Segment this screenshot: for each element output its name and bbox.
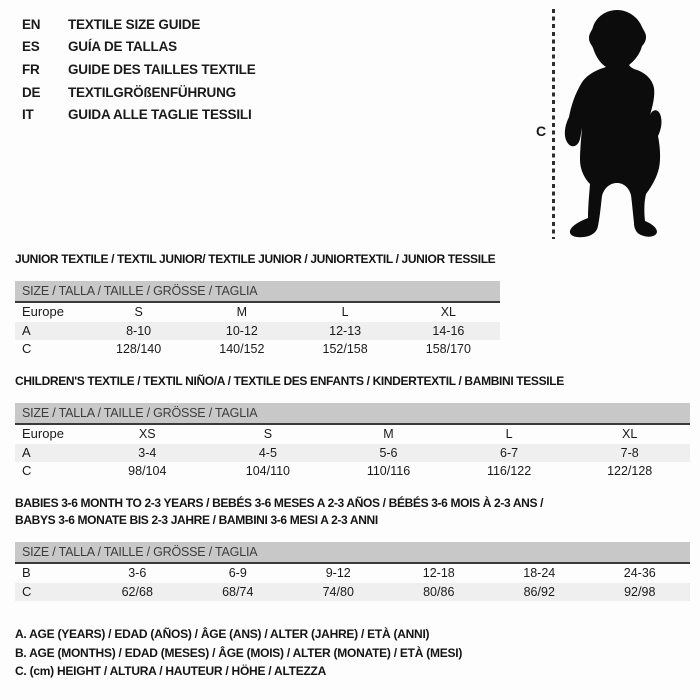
language-row-en xyxy=(22,13,256,36)
row-label: A xyxy=(22,444,31,460)
footnote-c: C. (cm) HEIGHT / ALTURA / HAUTEUR / HÖHE / ALTEZZA xyxy=(15,664,327,678)
height-cell: 98/104 xyxy=(128,464,167,478)
height-cell: 116/122 xyxy=(486,464,532,478)
height-cell: 62/68 xyxy=(121,584,153,599)
size-cell: XL xyxy=(440,305,457,319)
footnote-b: B. AGE (MONTHS) / EDAD (MESES) / ÂGE (MOIS) / ALTER (MONATE) / ETÀ (MESI) xyxy=(15,645,463,660)
table-row xyxy=(15,583,690,602)
row-label: Europe xyxy=(22,426,64,441)
height-cell: 86/92 xyxy=(523,584,555,599)
language-label: GUÍA DE TALLAS xyxy=(68,39,177,55)
babies-textile-table xyxy=(15,495,690,601)
height-cell: 80/86 xyxy=(423,584,455,599)
language-list xyxy=(22,13,256,126)
language-code: DE xyxy=(22,84,41,100)
table-row xyxy=(15,444,690,463)
size-cell: S xyxy=(134,305,143,319)
months-cell: 18-24 xyxy=(523,566,556,580)
table-row xyxy=(15,462,690,481)
height-cell: 74/80 xyxy=(322,584,354,599)
language-label: GUIDE DES TAILLES TEXTILE xyxy=(68,61,256,77)
height-cell: 128/140 xyxy=(116,342,162,356)
language-row-fr xyxy=(22,58,256,81)
height-dashed-line xyxy=(552,9,555,239)
size-cell: M xyxy=(236,305,248,319)
language-code: IT xyxy=(22,107,34,123)
language-label: TEXTILGRÖßENFÜHRUNG xyxy=(68,84,236,100)
table-row xyxy=(15,322,500,341)
height-cell: 122/128 xyxy=(607,464,653,478)
height-cell: 92/98 xyxy=(624,584,656,599)
height-cell: 158/170 xyxy=(425,342,471,356)
months-cell: 24-36 xyxy=(623,566,656,580)
table-title-line-1: BABIES 3-6 MONTH TO 2-3 YEARS / BEBÉS 3-6 MESES A 2-3 AÑOS / BÉBÉS 3-6 MOIS À 2-3 ANS / xyxy=(15,496,544,510)
table-title: CHILDREN'S TEXTILE / TEXTIL NIÑO/A / TEXTILE DES ENFANTS / KINDERTEXTIL / BAMBINI TESSILE xyxy=(15,374,564,388)
language-row-it xyxy=(22,103,256,126)
months-cell: 3-6 xyxy=(128,566,147,580)
size-cell: XS xyxy=(138,427,156,441)
row-label: Europe xyxy=(22,304,64,319)
height-cell: 140/152 xyxy=(219,342,265,356)
row-label: C xyxy=(22,463,32,478)
size-header-bar: SIZE / TALLA / TAILLE / GRÖSSE / TAGLIA xyxy=(15,542,690,564)
footnotes xyxy=(15,625,462,681)
junior-textile-table xyxy=(15,251,500,359)
table-row xyxy=(15,425,690,444)
size-cell: XL xyxy=(622,427,638,441)
height-cell: 104/110 xyxy=(245,464,291,478)
age-cell: 3-4 xyxy=(138,445,157,460)
language-label: TEXTILE SIZE GUIDE xyxy=(68,16,201,32)
age-cell: 12-13 xyxy=(329,323,362,338)
row-label: B xyxy=(22,565,31,580)
age-cell: 7-8 xyxy=(620,445,639,460)
height-cell: 152/158 xyxy=(322,342,368,356)
height-cell: 110/116 xyxy=(366,464,411,478)
months-cell: 6-9 xyxy=(228,566,247,580)
age-cell: 10-12 xyxy=(225,323,258,338)
age-cell: 6-7 xyxy=(500,445,519,460)
months-cell: 9-12 xyxy=(325,566,351,580)
months-cell: 12-18 xyxy=(422,566,455,580)
table-row xyxy=(15,564,690,583)
table-title: JUNIOR TEXTILE / TEXTIL JUNIOR/ TEXTILE JUNIOR / JUNIORTEXTIL / JUNIOR TESSILE xyxy=(15,252,496,266)
age-cell: 5-6 xyxy=(379,445,398,460)
row-label: C xyxy=(22,583,32,599)
toddler-figure xyxy=(505,4,700,246)
language-row-es xyxy=(22,36,256,59)
size-cell: L xyxy=(505,427,513,441)
age-cell: 8-10 xyxy=(126,323,152,338)
size-header-bar: SIZE / TALLA / TAILLE / GRÖSSE / TAGLIA xyxy=(15,281,500,303)
toddler-silhouette-icon xyxy=(560,4,700,244)
table-row xyxy=(15,340,500,359)
language-code: EN xyxy=(22,16,41,32)
childrens-textile-table xyxy=(15,373,690,481)
table-row xyxy=(15,303,500,322)
age-cell: 14-16 xyxy=(432,323,465,338)
footnote-a: A. AGE (YEARS) / EDAD (AÑOS) / ÂGE (ANS) / ALTER (JAHRE) / ETÀ (ANNI) xyxy=(15,627,430,641)
age-cell: 4-5 xyxy=(258,445,277,460)
row-label: C xyxy=(22,341,32,356)
language-row-de xyxy=(22,81,256,104)
table-title-line-2: BABYS 3-6 MONATE BIS 2-3 JAHRE / BAMBINI 3-6 MESI A 2-3 ANNI xyxy=(15,513,378,527)
row-label: A xyxy=(22,322,31,338)
language-label: GUIDA ALLE TAGLIE TESSILI xyxy=(68,107,252,123)
height-marker-label: C xyxy=(536,123,547,139)
size-cell: L xyxy=(341,305,349,319)
language-code: FR xyxy=(22,61,40,77)
size-cell: M xyxy=(383,427,394,441)
size-cell: S xyxy=(263,427,273,441)
language-code: ES xyxy=(22,39,40,55)
height-cell: 68/74 xyxy=(222,584,254,599)
size-header-bar: SIZE / TALLA / TAILLE / GRÖSSE / TAGLIA xyxy=(15,403,690,425)
